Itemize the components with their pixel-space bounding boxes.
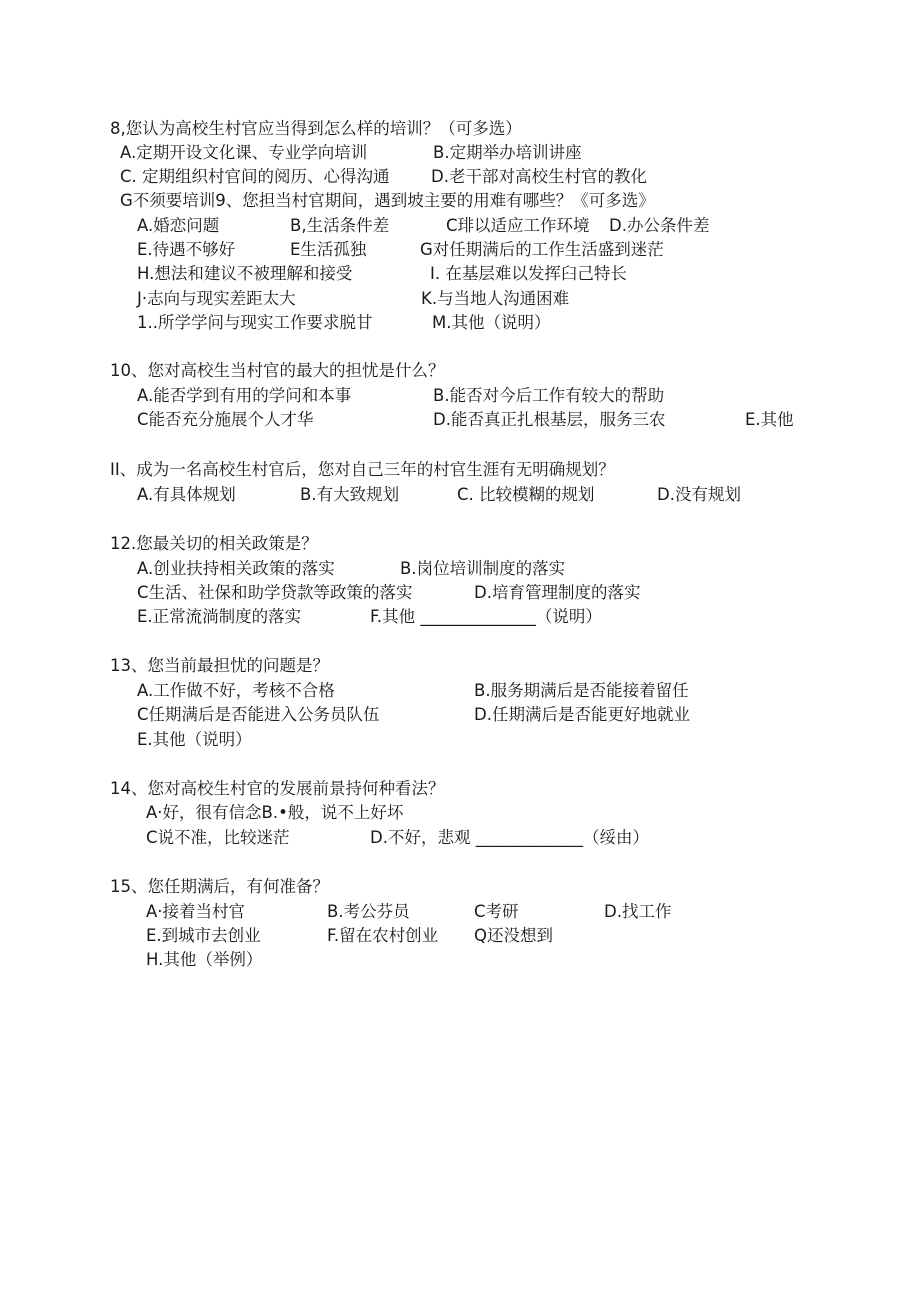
q9-option-e: E.待遇不够好 [137, 240, 236, 259]
q11-option-a: A.有具体规划 [137, 485, 236, 504]
q12-option-c: C生活、社保和助学贷款等政策的落实 [137, 583, 413, 602]
q12-option-e: E.正常流淌制度的落实 [137, 607, 302, 626]
question-10-title: 10、您对高校生当村官的最大的担忧是什么？ [110, 361, 445, 380]
q15-option-b: B.考公芬员 [327, 902, 410, 921]
q9-option-a: A.婚恋问题 [137, 216, 220, 235]
q12-option-a: A.创业扶持相关政策的落实 [137, 559, 335, 578]
q11-option-b: B.有大致规划 [300, 485, 400, 504]
q11-option-c: C. 比较模糊的规划 [457, 485, 595, 504]
q10-option-e: E.其他 [745, 410, 794, 429]
q9-option-j: J·志向与现实差距太大 [137, 289, 296, 308]
q15-option-a: A·接着当村官 [146, 902, 246, 921]
question-15-title: 15、您任期满后，有何准备？ [110, 877, 329, 896]
q8-option-b: B.定期举办培训讲座 [433, 143, 582, 162]
q9-option-c: C琲以适应工作环境 [446, 216, 590, 235]
q15-option-d: D.找工作 [604, 902, 672, 921]
q9-option-l: 1..所学学问与现实工作要求脱甘 [137, 313, 373, 332]
q8-option-c: C. 定期组织村官间的阅历、心得沟通 [120, 167, 390, 186]
q8-option-a: A.定期开设文化课、专业学向培训 [120, 143, 368, 162]
q13-option-b: B.服务期满后是否能接着留任 [474, 681, 689, 700]
q15-option-c: C考研 [474, 902, 519, 921]
question-11-title: II、成为一名高校生村官后，您对自己三年的村官生涯有无明确规划？ [110, 460, 615, 479]
q15-option-e: E.到城市去创业 [146, 926, 261, 945]
q10-option-d: D.能否真正扎根基层，服务三农 [433, 410, 666, 429]
q11-option-d: D.没有规划 [657, 485, 741, 504]
q9-option-h: H.想法和建议不被理解和接受 [137, 264, 353, 283]
q12-option-d: D.培育管理制度的落实 [474, 583, 641, 602]
q8-option-g-and-question-9-title: G不须要培训9、您担当村官期间，遇到坡主要的用难有哪些？《可多选》 [120, 191, 655, 210]
q9-option-k: K.与当地人沟通困难 [421, 289, 570, 308]
q8-option-d: D.老干部对高校生村官的教化 [431, 167, 647, 186]
q9-option-d: D.办公条件差 [609, 216, 710, 235]
q9-option-b: B,生活条件差 [290, 216, 390, 235]
q14-option-c: C说不准，比较迷茫 [146, 828, 290, 847]
q9-option-g: G对任期满后的工作生活盛到迷茫 [420, 240, 664, 259]
question-12-title: 12.您最关切的相关政策是？ [110, 534, 318, 553]
q13-option-a: A.工作做不好，考核不合格 [137, 681, 335, 700]
q15-option-f: F.留在农村创业 [327, 926, 439, 945]
q12-option-b: B.岗位培训制度的落实 [400, 559, 566, 578]
q13-option-c: C任期满后是否能进入公务员队伍 [137, 705, 380, 724]
q9-option-m: M.其他（说明） [432, 313, 551, 332]
question-8-title: 8,您认为高校生村官应当得到怎么样的培训？（可多选） [110, 119, 522, 138]
q14-option-d: D.不好，悲观 _____________（绥由） [370, 828, 649, 847]
q9-option-f: E生活孤独 [290, 240, 367, 259]
q10-option-b: B.能否对今后工作有较大的帮助 [433, 386, 665, 405]
q14-option-a-b: A·好，很有信念B.•般，说不上好坏 [146, 803, 404, 822]
q12-option-f: F.其他 ______________（说明） [370, 607, 602, 626]
q15-option-g: Q还没想到 [474, 926, 553, 945]
q13-option-d: D.任期满后是否能更好地就业 [474, 705, 690, 724]
q15-option-h: H.其他（举例） [146, 950, 263, 969]
question-14-title: 14、您对高校生村官的发展前景持何种看法？ [110, 779, 445, 798]
q9-option-i: I. 在基层难以发挥臼己特长 [430, 264, 627, 283]
q13-option-e: E.其他（说明） [137, 730, 252, 749]
question-13-title: 13、您当前最担忧的问题是？ [110, 656, 329, 675]
q10-option-a: A.能否学到有用的学问和本事 [137, 386, 352, 405]
q10-option-c: C能否充分施展个人才华 [137, 410, 314, 429]
